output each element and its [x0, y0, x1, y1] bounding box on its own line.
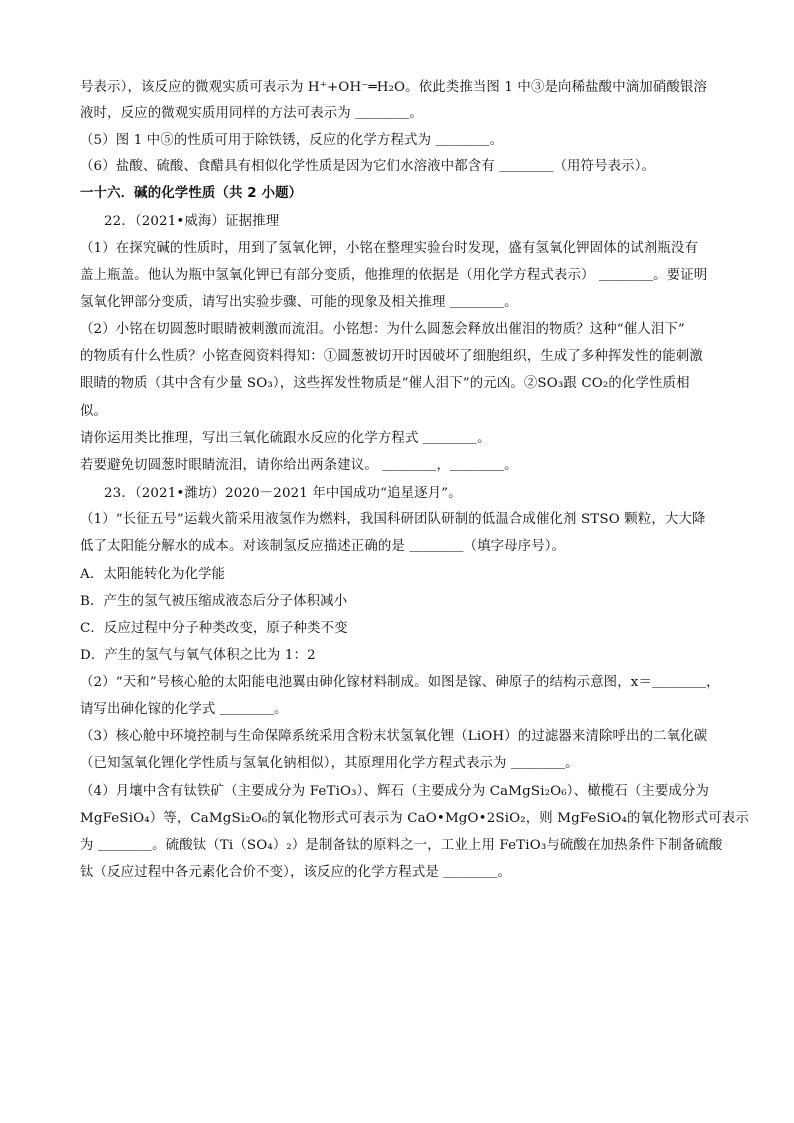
question-header: 22．（2021•威海）证据推理	[104, 214, 280, 229]
question-header: 23．（2021•潍坊）2020－2021 年中国成功“追星逐月”。	[104, 486, 462, 501]
text-line: 钛（反应过程中各元素化合价不变），该反应的化学方程式是 ＿＿＿＿。	[80, 865, 512, 880]
text-line: 号表示），该反应的微观实质可表示为 H⁺+OH⁻═H₂O。依此类推当图 1 中③是向稀盐酸中滴加硝酸银溶	[80, 80, 708, 95]
text-line: （2）小铭在切圆葱时眼睛被刺激而流泪。小铭想：为什么圆葱会释放出催泪的物质？这种“催人泪下”	[80, 322, 685, 337]
text-line: （6）盐酸、硫酸、食醋具有相似化学性质是因为它们水溶液中都含有 ＿＿＿＿（用符号表示）。	[80, 159, 656, 174]
section-heading: 一十六．碱的化学性质（共 2 小题）	[80, 186, 303, 201]
text-line: 眼睛的物质（其中含有少量 SO₃），这些挥发性物质是“催人泪下”的元凶。②SO₃跟 CO₂的化学性质相	[80, 376, 690, 391]
text-line: （5）图 1 中⑤的性质可用于除铁锈，反应的化学方程式为 ＿＿＿＿。	[80, 133, 504, 148]
text-line: 请你运用类比推理，写出三氧化硫跟水反应的化学方程式 ＿＿＿＿。	[80, 431, 491, 446]
text-line: 请写出砷化镓的化学式 ＿＿＿＿。	[80, 702, 288, 717]
option-line: A．太阳能转化为化学能	[80, 567, 226, 582]
text-line: （1）在探究碱的性质时，用到了氢氧化钾，小铭在整理实验台时发现，盛有氢氧化钾固体的试剂瓶没有	[80, 241, 698, 256]
text-line: 液时，反应的微观实质用同样的方法可表示为 ＿＿＿＿。	[80, 106, 423, 121]
text-line: （已知氢氧化锂化学性质与氢氧化钠相似），其原理用化学方程式表示为 ＿＿＿＿。	[80, 756, 579, 771]
text-line: （1）“长征五号”运载火箭采用液氢作为燃料，我国科研团队研制的低温合成催化剂 STSO 颗粒，大大降	[80, 512, 706, 527]
option-line: D．产生的氢气与氧气体积之比为 1：2	[80, 648, 316, 663]
text-line: 为 ＿＿＿＿。硫酸钛（Ti（SO₄）₂）是制备钛的原料之一，工业上用 FeTiO₃与硫酸在加热条件下制备硫酸	[80, 838, 723, 853]
text-line: （4）月壤中含有钛铁矿（主要成分为 FeTiO₃）、辉石（主要成分为 CaMgSi₂O₆）、橄榄石（主要成分为	[80, 784, 710, 799]
text-line: （3）核心舱中环境控制与生命保障系统采用含粉末状氢氧化锂（LiOH）的过滤器来清除呼出的二氧化碳	[80, 729, 708, 744]
text-line: 氢氧化钾部分变质，请写出实验步骤、可能的现象及相关推理 ＿＿＿＿。	[80, 295, 518, 310]
option-line: B．产生的氢气被压缩成液态后分子体积减小	[80, 594, 348, 609]
text-line: 若要避免切圆葱时眼睛流泪，请你给出两条建议。 ＿＿＿＿，＿＿＿＿。	[80, 458, 518, 473]
text-line: MgFeSiO₄）等，CaMgSi₂O₆的氧化物形式可表示为 CaO•MgO•2SiO₂，则 MgFeSiO₄的氧化物形式可表示	[80, 811, 749, 826]
text-line: 的物质有什么性质？小铭查阅资料得知：①圆葱被切开时因破坏了细胞组织，生成了多种挥发性的能刺激	[80, 349, 703, 364]
text-line: （2）“天和”号核心舱的太阳能电池翼由砷化镓材料制成。如图是镓、砷原子的结构示意图，x＝＿＿＿＿，	[80, 675, 720, 690]
text-line: 盖上瓶盖。他认为瓶中氢氧化钾已有部分变质，他推理的依据是（用化学方程式表示） ＿＿＿＿。要证明	[80, 268, 708, 283]
text-line: 低了太阳能分解水的成本。对该制氢反应描述正确的是 ＿＿＿＿（填字母序号）。	[80, 539, 566, 554]
option-line: C．反应过程中分子种类改变，原子种类不变	[80, 621, 348, 636]
text-line: 似。	[80, 404, 108, 419]
